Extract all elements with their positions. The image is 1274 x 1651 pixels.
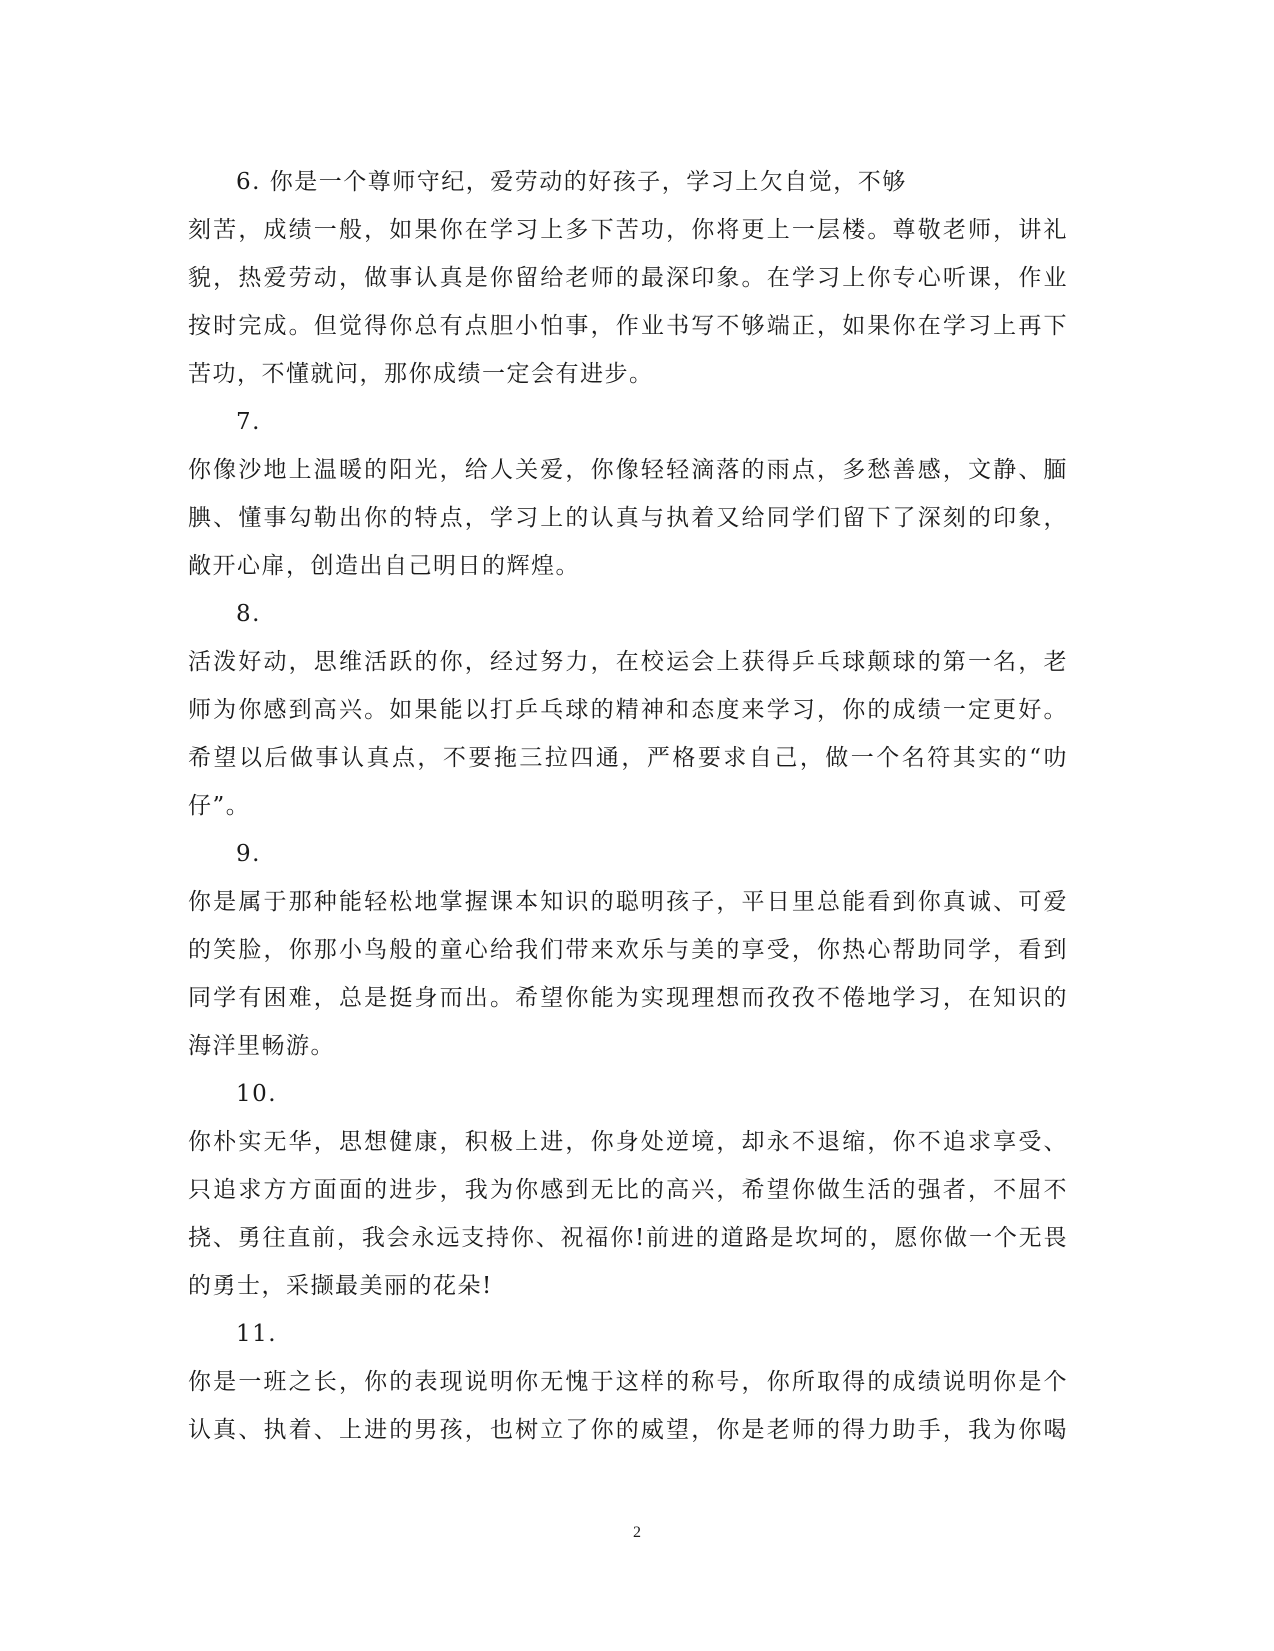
text-line: 敞开心扉，创造出自己明日的辉煌。 [188,553,580,579]
text-line: 你是一班之长，你的表现说明你无愧于这样的称号，你所取得的成绩说明你是个 [188,1369,1068,1395]
text-line: 挠、勇往直前，我会永远支持你、祝福你!前进的道路是坎坷的，愿你做一个无畏 [188,1225,1068,1251]
text-line: 刻苦，成绩一般，如果你在学习上多下苦功，你将更上一层楼。尊敬老师，讲礼 [188,217,1068,243]
text-line: 你是属于那种能轻松地掌握课本知识的聪明孩子，平日里总能看到你真诚、可爱 [188,889,1068,915]
item-6-heading-line: 6. 你是一个尊师守纪，爱劳动的好孩子，学习上欠自觉，不够 [236,169,907,195]
item-9-number: 9. [236,841,261,867]
item-7-number: 7. [236,409,261,435]
text-line: 只追求方方面面的进步，我为你感到无比的高兴，希望你做生活的强者，不屈不 [188,1177,1068,1203]
text-line: 海洋里畅游。 [188,1033,335,1059]
document-body [188,158,1068,1454]
text-line: 同学有困难，总是挺身而出。希望你能为实现理想而孜孜不倦地学习，在知识的 [188,985,1068,1011]
page-number: 2 [633,1524,641,1541]
text-line: 苦功，不懂就问，那你成绩一定会有进步。 [188,361,654,387]
item-8-number: 8. [236,601,261,627]
text-line: 你朴实无华，思想健康，积极上进，你身处逆境，却永不退缩，你不追求享受、 [188,1129,1068,1155]
text-line: 仔”。 [188,793,251,819]
item-10-number: 10. [236,1081,278,1107]
text-line: 师为你感到高兴。如果能以打乒乓球的精神和态度来学习，你的成绩一定更好。 [188,697,1068,723]
text-line: 貌，热爱劳动，做事认真是你留给老师的最深印象。在学习上你专心听课，作业 [188,265,1068,291]
text-line: 的笑脸，你那小鸟般的童心给我们带来欢乐与美的享受，你热心帮助同学，看到 [188,937,1068,963]
text-line: 的勇士，采撷最美丽的花朵! [188,1273,493,1299]
text-line: 活泼好动，思维活跃的你，经过努力，在校运会上获得乒乓球颠球的第一名，老 [188,649,1068,675]
text-line: 希望以后做事认真点，不要拖三拉四通，严格要求自己，做一个名符其实的“叻 [188,745,1068,771]
text-line: 腆、懂事勾勒出你的特点，学习上的认真与执着又给同学们留下了深刻的印象， [188,505,1068,531]
text-line: 按时完成。但觉得你总有点胆小怕事，作业书写不够端正，如果你在学习上再下 [188,313,1068,339]
item-11-number: 11. [236,1321,278,1347]
text-line: 你像沙地上温暖的阳光，给人关爱，你像轻轻滴落的雨点，多愁善感，文静、腼 [188,457,1068,483]
text-line: 认真、执着、上进的男孩，也树立了你的威望，你是老师的得力助手，我为你喝 [188,1417,1068,1443]
